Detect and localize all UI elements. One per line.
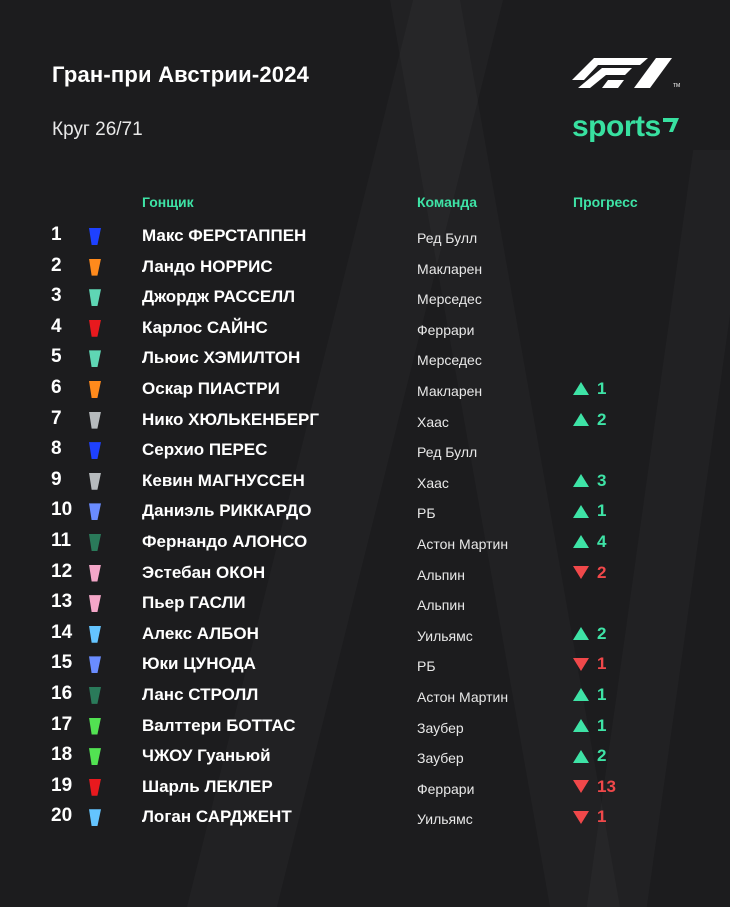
progress-change bbox=[573, 807, 606, 827]
team-color-marker bbox=[89, 626, 101, 643]
driver-name: Нико ХЮЛЬКЕНБЕРГ bbox=[142, 409, 320, 429]
arrow-up-icon bbox=[573, 688, 589, 701]
progress-value: 1 bbox=[597, 654, 607, 674]
team-name: Мерседес bbox=[417, 352, 482, 369]
arrow-up-icon bbox=[573, 535, 589, 548]
lap-counter: Круг 26/71 bbox=[52, 119, 143, 140]
team-color-marker bbox=[89, 779, 101, 796]
column-header-driver: Гонщик bbox=[142, 194, 194, 210]
arrow-down-icon bbox=[573, 658, 589, 671]
progress-change bbox=[573, 471, 606, 491]
sports-logo bbox=[572, 110, 679, 144]
arrow-up-icon bbox=[573, 627, 589, 640]
progress-value: 2 bbox=[597, 562, 607, 582]
standings-row bbox=[0, 679, 730, 710]
driver-name: ЧЖОУ Гуаньюй bbox=[142, 746, 271, 766]
position-number: 6 bbox=[51, 376, 62, 398]
team-name: Астон Мартин bbox=[417, 535, 509, 552]
progress-value: 1 bbox=[597, 715, 607, 735]
team-name: Макларен bbox=[417, 260, 483, 277]
position-number: 1 bbox=[51, 224, 62, 245]
progress-change bbox=[573, 716, 606, 736]
standings-list bbox=[0, 220, 730, 832]
standings-row bbox=[0, 281, 730, 312]
standings-row bbox=[0, 710, 730, 741]
progress-value: 2 bbox=[597, 409, 607, 429]
team-color-marker bbox=[89, 595, 101, 612]
progress-change bbox=[573, 654, 606, 674]
progress-change bbox=[573, 379, 606, 399]
team-color-marker bbox=[89, 534, 101, 551]
position-number: 4 bbox=[51, 315, 62, 337]
progress-value: 1 bbox=[597, 684, 607, 704]
standings-row bbox=[0, 465, 730, 496]
position-number: 11 bbox=[51, 529, 72, 551]
team-name: Ред Булл bbox=[417, 444, 478, 461]
position-number: 3 bbox=[51, 285, 62, 307]
team-color-marker bbox=[89, 656, 101, 673]
position-number: 8 bbox=[51, 438, 62, 460]
team-color-marker bbox=[89, 289, 101, 306]
position-number: 5 bbox=[51, 346, 62, 368]
arrow-down-icon bbox=[573, 566, 589, 579]
team-name: Альпин bbox=[417, 566, 465, 583]
standings-row bbox=[0, 495, 730, 526]
arrow-up-icon bbox=[573, 750, 589, 763]
position-number: 15 bbox=[51, 652, 73, 674]
sports-logo-mark-icon bbox=[663, 118, 679, 132]
team-name: Макларен bbox=[417, 382, 483, 399]
driver-name: Шарль ЛЕКЛЕР bbox=[142, 776, 273, 796]
team-name: Хаас bbox=[417, 474, 449, 491]
progress-value: 2 bbox=[597, 623, 607, 643]
f1-logo-icon bbox=[572, 58, 680, 88]
position-number: 17 bbox=[51, 713, 73, 735]
team-name: РБ bbox=[417, 505, 436, 522]
standings-row bbox=[0, 373, 730, 404]
progress-change bbox=[573, 777, 616, 797]
position-number: 20 bbox=[51, 805, 73, 827]
arrow-up-icon bbox=[573, 413, 589, 426]
team-color-marker bbox=[89, 687, 101, 704]
team-color-marker bbox=[89, 259, 101, 276]
team-color-marker bbox=[89, 381, 101, 398]
standings-row bbox=[0, 526, 730, 557]
sports-logo-text: sports bbox=[572, 110, 661, 143]
team-name: Феррари bbox=[417, 321, 475, 338]
driver-name: Эстебан ОКОН bbox=[142, 562, 266, 582]
position-number: 16 bbox=[51, 682, 73, 704]
team-color-marker bbox=[89, 809, 101, 826]
driver-name: Логан САРДЖЕНТ bbox=[142, 807, 292, 827]
team-color-marker bbox=[89, 412, 101, 429]
progress-value: 1 bbox=[597, 807, 607, 827]
arrow-up-icon bbox=[573, 474, 589, 487]
driver-name: Ланс СТРОЛЛ bbox=[142, 684, 259, 704]
arrow-up-icon bbox=[573, 719, 589, 732]
driver-name: Валттери БОТТАС bbox=[142, 715, 296, 735]
team-name: РБ bbox=[417, 658, 436, 675]
driver-name: Льюис ХЭМИЛТОН bbox=[142, 348, 301, 368]
position-number: 7 bbox=[51, 407, 62, 429]
arrow-up-icon bbox=[573, 382, 589, 395]
team-color-marker bbox=[89, 748, 101, 765]
position-number: 13 bbox=[51, 591, 73, 613]
team-name: Хаас bbox=[417, 413, 449, 430]
progress-change bbox=[573, 563, 606, 583]
progress-change bbox=[573, 532, 606, 552]
team-name: Уильямс bbox=[417, 811, 473, 828]
driver-name: Макс ФЕРСТАППЕН bbox=[142, 226, 307, 245]
standings-row bbox=[0, 434, 730, 465]
position-number: 2 bbox=[51, 254, 62, 276]
team-name: Феррари bbox=[417, 780, 475, 797]
driver-name: Ландо НОРРИС bbox=[142, 256, 273, 276]
position-number: 19 bbox=[51, 774, 73, 796]
driver-name: Джордж РАССЕЛЛ bbox=[142, 287, 296, 307]
standings-row bbox=[0, 801, 730, 832]
driver-name: Даниэль РИККАРДО bbox=[142, 501, 312, 521]
arrow-up-icon bbox=[573, 505, 589, 518]
team-color-marker bbox=[89, 718, 101, 735]
progress-change bbox=[573, 746, 606, 766]
team-name: Альпин bbox=[417, 597, 465, 614]
driver-name: Карлос САЙНС bbox=[142, 317, 268, 337]
driver-name: Фернандо АЛОНСО bbox=[142, 531, 308, 551]
arrow-down-icon bbox=[573, 811, 589, 824]
column-header-progress: Прогресс bbox=[573, 194, 638, 210]
standings-row bbox=[0, 342, 730, 373]
progress-change bbox=[573, 624, 606, 644]
standings-row bbox=[0, 220, 730, 251]
standings-row bbox=[0, 648, 730, 679]
team-color-marker bbox=[89, 442, 101, 459]
driver-name: Серхио ПЕРЕС bbox=[142, 440, 268, 460]
team-name: Астон Мартин bbox=[417, 688, 509, 705]
driver-name: Юки ЦУНОДА bbox=[142, 654, 256, 674]
standings-row bbox=[0, 251, 730, 282]
progress-value: 1 bbox=[597, 501, 607, 521]
standings-row bbox=[0, 404, 730, 435]
driver-name: Пьер ГАСЛИ bbox=[142, 593, 246, 613]
driver-name: Алекс АЛБОН bbox=[142, 623, 259, 643]
position-number: 18 bbox=[51, 744, 73, 766]
progress-value: 1 bbox=[597, 378, 607, 398]
standings-row bbox=[0, 618, 730, 649]
team-color-marker bbox=[89, 503, 101, 520]
progress-change bbox=[573, 685, 606, 705]
team-name: Заубер bbox=[417, 719, 464, 736]
position-number: 9 bbox=[51, 468, 62, 490]
position-number: 12 bbox=[51, 560, 73, 582]
standings-row bbox=[0, 312, 730, 343]
standings-row bbox=[0, 557, 730, 588]
team-name: Мерседес bbox=[417, 291, 482, 308]
team-name: Ред Булл bbox=[417, 230, 478, 246]
svg-text:TM: TM bbox=[673, 83, 680, 88]
driver-name: Оскар ПИАСТРИ bbox=[142, 378, 280, 398]
progress-value: 2 bbox=[597, 746, 607, 766]
team-color-marker bbox=[89, 320, 101, 337]
position-number: 10 bbox=[51, 499, 73, 521]
standings-row bbox=[0, 587, 730, 618]
page-title: Гран-при Австрии-2024 bbox=[52, 62, 310, 87]
team-name: Уильямс bbox=[417, 627, 473, 644]
team-color-marker bbox=[89, 228, 101, 245]
arrow-down-icon bbox=[573, 780, 589, 793]
standings-row bbox=[0, 740, 730, 771]
progress-change bbox=[573, 410, 606, 430]
progress-value: 13 bbox=[597, 776, 616, 796]
progress-value: 4 bbox=[597, 531, 607, 551]
progress-value: 3 bbox=[597, 470, 607, 490]
team-color-marker bbox=[89, 473, 101, 490]
team-color-marker bbox=[89, 350, 101, 367]
position-number: 14 bbox=[51, 621, 73, 643]
progress-change bbox=[573, 501, 606, 521]
team-color-marker bbox=[89, 565, 101, 582]
team-name: Заубер bbox=[417, 750, 464, 767]
column-header-team: Команда bbox=[417, 194, 477, 210]
driver-name: Кевин МАГНУССЕН bbox=[142, 470, 305, 490]
standings-row bbox=[0, 771, 730, 802]
